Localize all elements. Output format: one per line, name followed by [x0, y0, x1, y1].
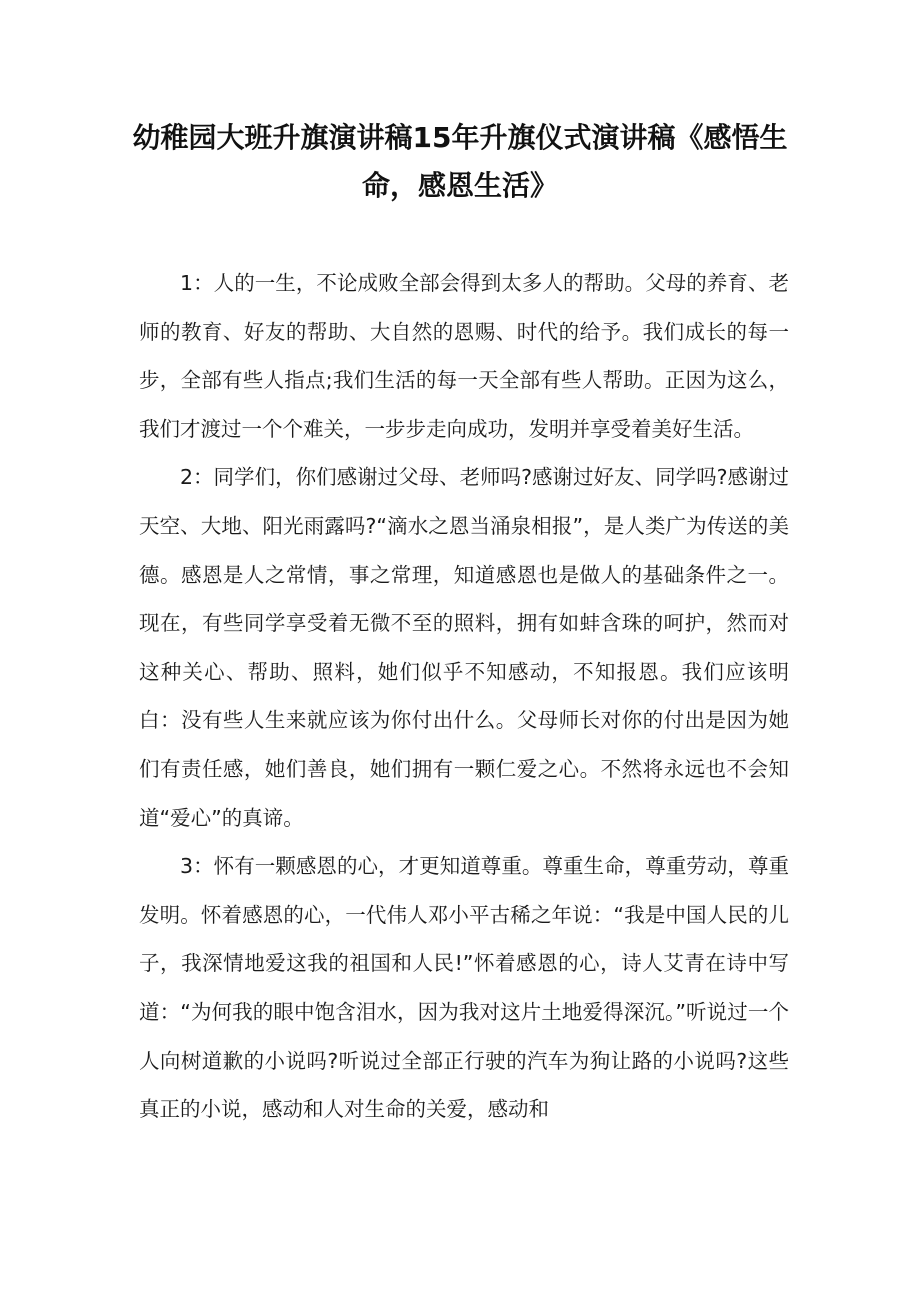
paragraph-1: 1：人的一生，不论成败全部会得到太多人的帮助。父母的养育、老师的教育、好友的帮助、大自然的恩赐、时代的给予。我们成长的每一步，全部有些人指点;我们生活的每一天全部有些人帮助。正因为这么，我们才渡过一个个难关，一步步走向成功，发明并享受着美好生活。	[139, 271, 789, 441]
document-body	[139, 259, 789, 1134]
paragraph-2: 2：同学们，你们感谢过父母、老师吗?感谢过好友、同学吗?感谢过天空、大地、阳光雨露吗?“滴水之恩当涌泉相报”，是人类广为传送的美德。感恩是人之常情，事之常理，知道感恩也是做人的基础条件之一。现在，有些同学享受着无微不至的照料，拥有如蚌含珠的呵护，然而对这种关心、帮助、照料，她们似乎不知感动，不知报恩。我们应该明白：没有些人生来就应该为你付出什么。父母师长对你的付出是因为她们有责任感，她们善良，她们拥有一颗仁爱之心。不然将永远也不会知道“爱心”的真谛。	[139, 465, 789, 830]
document-title: 幼稚园大班升旗演讲稿15年升旗仪式演讲稿《感悟生命，感恩生活》	[132, 121, 788, 202]
paragraph-3: 3：怀有一颗感恩的心，才更知道尊重。尊重生命，尊重劳动，尊重发明。怀着感恩的心，一代伟人邓小平古稀之年说：“我是中国人民的儿子，我深情地爱这我的祖国和人民!”怀着感恩的心，诗人艾青在诗中写道：“为何我的眼中饱含泪水，因为我对这片土地爱得深沉。”听说过一个人向树道歉的小说吗?听说过全部正行驶的汽车为狗让路的小说吗?这些真正的小说，感动和人对生命的关爱，感动和	[139, 854, 789, 1122]
